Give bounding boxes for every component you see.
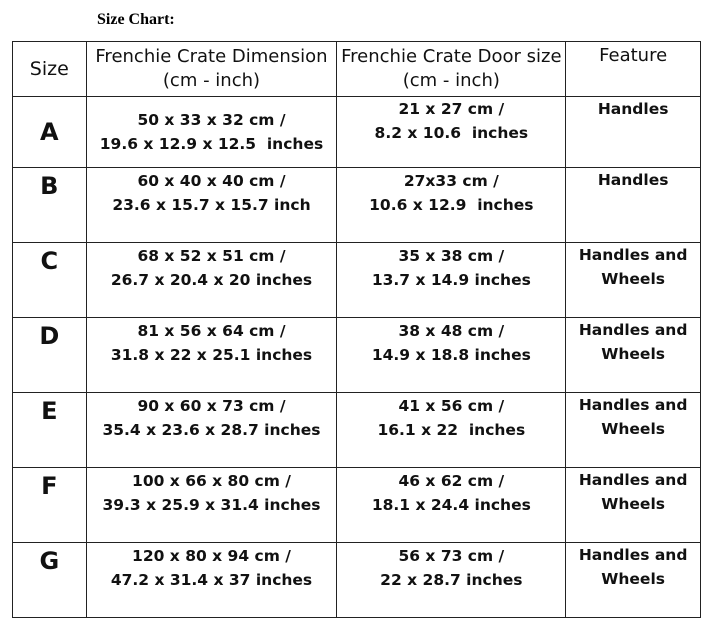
door-cm: 35 x 38 cm / xyxy=(398,247,505,265)
size-cell: G xyxy=(13,543,87,618)
dimension-cell xyxy=(86,318,337,393)
header-dimension-line2: (cm - inch) xyxy=(162,70,261,91)
feature-line1: Handles and xyxy=(578,246,688,264)
table-row xyxy=(13,543,701,618)
door-cm: 21 x 27 cm / xyxy=(398,100,505,118)
feature-line2: Wheels xyxy=(601,495,665,513)
dimension-cm: 60 x 40 x 40 cm / xyxy=(137,172,286,190)
door-size-cell xyxy=(337,318,566,393)
dimension-cm: 50 x 33 x 32 cm / xyxy=(137,111,286,129)
door-cm: 41 x 56 cm / xyxy=(398,397,505,415)
feature-cell xyxy=(566,318,701,393)
door-inch: 8.2 x 10.6 inches xyxy=(374,124,529,142)
size-chart-title: Size Chart: xyxy=(97,11,175,28)
dimension-cm: 81 x 56 x 64 cm / xyxy=(137,322,286,340)
door-cm: 56 x 73 cm / xyxy=(398,547,505,565)
size-cell: E xyxy=(13,393,87,468)
dimension-inch: 31.8 x 22 x 25.1 inches xyxy=(110,346,313,364)
dimension-cell xyxy=(86,543,337,618)
size-cell: A xyxy=(13,97,87,168)
dimension-inch: 23.6 x 15.7 x 15.7 inch xyxy=(112,196,311,214)
door-inch: 16.1 x 22 inches xyxy=(377,421,526,439)
feature-line2: Wheels xyxy=(601,420,665,438)
dimension-inch: 47.2 x 31.4 x 37 inches xyxy=(110,571,313,589)
dimension-cell xyxy=(86,168,337,243)
feature-line1: Handles and xyxy=(578,396,688,414)
door-cm: 27x33 cm / xyxy=(403,172,499,190)
feature-cell xyxy=(566,393,701,468)
door-size-cell xyxy=(337,543,566,618)
header-feature: Feature xyxy=(566,42,701,97)
feature-line1: Handles and xyxy=(578,546,688,564)
dimension-cell xyxy=(86,468,337,543)
door-size-cell xyxy=(337,393,566,468)
door-inch: 22 x 28.7 inches xyxy=(380,571,523,589)
feature-line1: Handles and xyxy=(578,471,688,489)
feature-line2: Wheels xyxy=(601,570,665,588)
dimension-inch: 19.6 x 12.9 x 12.5 inches xyxy=(99,135,324,153)
feature-cell xyxy=(566,543,701,618)
feature-line1: Handles xyxy=(597,171,669,189)
table-row xyxy=(13,168,701,243)
feature-cell xyxy=(566,168,701,243)
dimension-inch: 35.4 x 23.6 x 28.7 inches xyxy=(102,421,321,439)
dimension-cm: 90 x 60 x 73 cm / xyxy=(137,397,286,415)
table-row xyxy=(13,97,701,168)
door-inch: 10.6 x 12.9 inches xyxy=(369,196,534,214)
door-size-cell xyxy=(337,468,566,543)
feature-cell xyxy=(566,97,701,168)
door-inch: 18.1 x 24.4 inches xyxy=(371,496,531,514)
header-door-size xyxy=(337,42,566,97)
dimension-inch: 39.3 x 25.9 x 31.4 inches xyxy=(102,496,321,514)
door-cm: 38 x 48 cm / xyxy=(398,322,505,340)
size-cell: F xyxy=(13,468,87,543)
dimension-cell xyxy=(86,393,337,468)
door-size-cell xyxy=(337,243,566,318)
header-door-line1: Frenchie Crate Door size xyxy=(341,46,562,67)
door-inch: 14.9 x 18.8 inches xyxy=(371,346,531,364)
door-cm: 46 x 62 cm / xyxy=(398,472,505,490)
header-door-line2: (cm - inch) xyxy=(402,70,500,91)
door-size-cell xyxy=(337,168,566,243)
feature-line1: Handles and xyxy=(578,321,688,339)
table-row xyxy=(13,393,701,468)
size-cell: D xyxy=(13,318,87,393)
dimension-cm: 100 x 66 x 80 cm / xyxy=(132,472,291,490)
feature-line2: Wheels xyxy=(601,270,665,288)
header-dimension xyxy=(86,42,337,97)
feature-cell xyxy=(566,243,701,318)
dimension-cm: 68 x 52 x 51 cm / xyxy=(137,247,286,265)
door-inch: 13.7 x 14.9 inches xyxy=(371,271,531,289)
feature-line1: Handles xyxy=(597,100,669,118)
dimension-cell xyxy=(86,97,337,168)
header-size: Size xyxy=(13,42,87,97)
header-dimension-line1: Frenchie Crate Dimension xyxy=(95,46,328,67)
feature-line2: Wheels xyxy=(601,345,665,363)
feature-cell xyxy=(566,468,701,543)
dimension-cm: 120 x 80 x 94 cm / xyxy=(132,547,291,565)
header-row xyxy=(13,42,701,97)
door-size-cell xyxy=(337,97,566,168)
table-row xyxy=(13,318,701,393)
table-row xyxy=(13,243,701,318)
size-chart-table xyxy=(12,41,701,618)
size-cell: B xyxy=(13,168,87,243)
size-cell: C xyxy=(13,243,87,318)
table-row xyxy=(13,468,701,543)
dimension-cell xyxy=(86,243,337,318)
dimension-inch: 26.7 x 20.4 x 20 inches xyxy=(110,271,313,289)
